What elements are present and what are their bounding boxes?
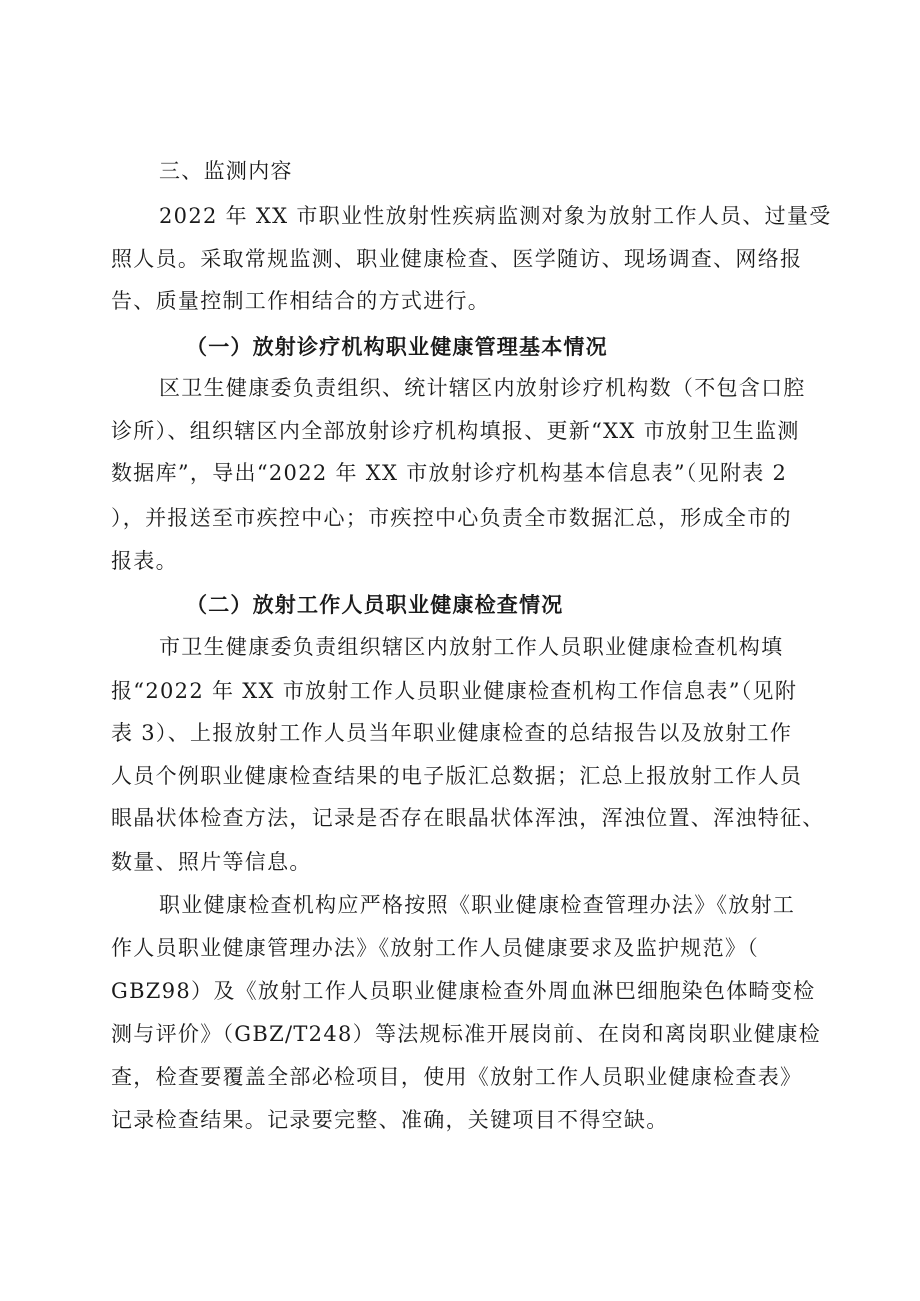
sub2-line: 眼晶状体检查方法，记录是否存在眼晶状体浑浊，浑浊位置、浑浊特征、: [111, 806, 825, 830]
sub2-line: 记录检查结果。记录要完整、准确，关键项目不得空缺。: [111, 1108, 669, 1132]
section-title: 三、监测内容: [159, 159, 293, 183]
sub1-line: 诊所）、组织辖区内全部放射诊疗机构填报、更新“XX 市放射卫生监测: [111, 419, 800, 443]
sub2-line: 人员个例职业健康检查结果的电子版汇总数据；汇总上报放射工作人员: [111, 764, 803, 788]
sub2-line: 测与评价》（GBZ/T248）等法规标准开展岗前、在岗和离岗职业健康检: [111, 1022, 821, 1046]
sub2-line: 报“2022 年 XX 市放射工作人员职业健康检查机构工作信息表”（见附: [111, 679, 798, 703]
intro-line: 2022 年 XX 市职业性放射性疾病监测对象为放射工作人员、过量受: [159, 204, 832, 228]
sub1-line: 报表。: [111, 549, 178, 573]
sub1-line: ），并报送至市疾控中心；市疾控中心负责全市数据汇总，形成全市的: [111, 506, 792, 530]
sub2-line: 职业健康检查机构应严格按照《职业健康检查管理办法》《放射工: [159, 893, 796, 917]
sub2-line: 市卫生健康委负责组织辖区内放射工作人员职业健康检查机构填: [159, 635, 784, 659]
sub2-line: 数量、照片等信息。: [111, 850, 312, 874]
sub1-line: 区卫生健康委负责组织、统计辖区内放射诊疗机构数（不包含口腔: [159, 376, 806, 400]
sub1-heading: （一）放射诊疗机构职业健康管理基本情况: [186, 334, 608, 359]
intro-line: 告、质量控制工作相结合的方式进行。: [111, 289, 491, 313]
sub2-line: GBZ98）及《放射工作人员职业健康检查外周血淋巴细胞染色体畸变检: [111, 979, 816, 1003]
sub1-line: 数据库”，导出“2022 年 XX 市放射诊疗机构基本信息表”（见附表 2: [111, 461, 788, 485]
intro-line: 照人员。采取常规监测、职业健康检查、医学随访、现场调查、网络报: [111, 247, 803, 271]
sub2-line: 作人员职业健康管理办法》《放射工作人员健康要求及监护规范》（: [111, 936, 759, 960]
sub2-line: 查，检查要覆盖全部必检项目，使用《放射工作人员职业健康检查表》: [111, 1065, 803, 1089]
sub2-heading: （二）放射工作人员职业健康检查情况: [186, 592, 564, 617]
sub2-line: 表 3）、上报放射工作人员当年职业健康检查的总结报告以及放射工作: [111, 721, 793, 745]
